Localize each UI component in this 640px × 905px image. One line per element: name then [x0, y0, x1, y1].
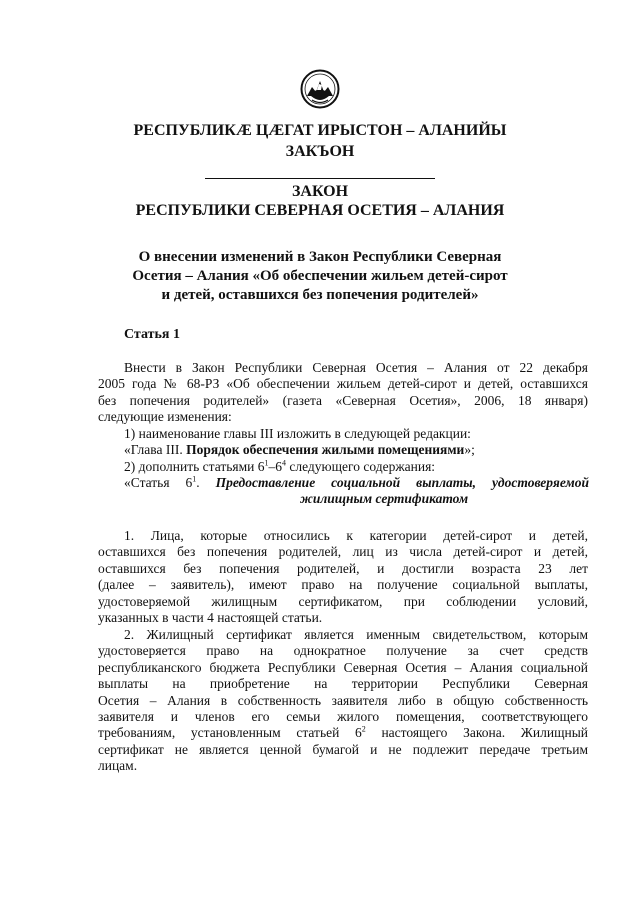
intro-line: следующие изменения:: [98, 409, 232, 425]
law-title-line-3: и детей, оставшихся без попечения родителей»: [161, 287, 479, 303]
paragraph-1: [98, 528, 588, 626]
intro-line: 2005 года № 68-РЗ «Об обеспечении жильем детей-сирот и детей, оставшихся: [98, 376, 588, 392]
article-6-1-heading: «Статья $6^1$. Предоставление социальной выплаты, удостоверяемой: [124, 474, 589, 491]
p2-line: лицам.: [98, 758, 138, 774]
p2-line: требованиям, установленным статьей $6^2$ настоящего Закона. Жилищный: [98, 724, 588, 741]
ossetian-law-word: ЗАКЪОН: [285, 143, 355, 160]
p2-line: Осетия – Алания в собственность заявителя либо в общую собственность: [98, 692, 588, 708]
coat-of-arms-icon: [300, 69, 340, 109]
p2-line: сертификат не является ценной бумагой и не подлежит передаче третьим: [98, 741, 588, 757]
republic-name: РЕСПУБЛИКИ СЕВЕРНАЯ ОСЕТИЯ – АЛАНИЯ: [135, 202, 505, 219]
p1-line: указанных в части 4 настоящей статьи.: [98, 610, 323, 626]
divider-line: [205, 178, 435, 179]
amendment-list: [124, 426, 589, 492]
p2-line: республиканского бюджета Республики Северная Осетия – Алания социальной: [98, 659, 588, 675]
law-word: ЗАКОН: [291, 183, 349, 200]
p2-line: заявителя и членов его семьи жилого помещения, соответствующего: [98, 709, 588, 725]
p1-line: (далее – заявитель), имеют право на получение социальной выплаты,: [98, 577, 588, 593]
p2-line: 2. Жилищный сертификат является именным свидетельством, которым: [124, 627, 588, 642]
paragraph-2: [98, 627, 588, 775]
p1-line: 1. Лица, которые относились к категории детей-сирот и детей,: [124, 528, 588, 543]
p2-line: выплаты на приобретение на территории Республики Северная: [98, 676, 588, 692]
item-2: 2) дополнить статьями $6^1-6^4$ следующего содержания:: [124, 458, 436, 474]
p1-line: оставшихся без попечения родителей, лиц из числа детей-сирот и детей,: [98, 544, 588, 560]
article-intro: [98, 360, 588, 426]
intro-line: без попечения родителей» (газета «Северная Осетия», 2006, 18 января): [98, 392, 588, 408]
p1-line: удостоверяемой жилищным сертификатом, при соблюдении условий,: [98, 593, 588, 609]
law-title-line-2: Осетия – Алания «Об обеспечении жильем детей-сирот: [132, 268, 508, 284]
item-1: 1) наименование главы III изложить в следующей редакции:: [124, 426, 471, 441]
law-title-line-1: О внесении изменений в Закон Республики Северная: [138, 249, 502, 265]
article-6-1-heading-cont: жилищным сертификатом: [300, 491, 469, 506]
p1-line: оставшихся без попечения родителей, и достигли возраста 23 лет: [98, 560, 588, 576]
ossetian-title: РЕСПУБЛИКӔ ЦӔГАТ ИРЫСТОН – АЛАНИЙЫ: [133, 122, 507, 139]
p2-line: удостоверяется право на однократное получение за счет средств: [98, 643, 588, 659]
chapter-3-heading: «Глава III. Порядок обеспечения жилыми помещениями»;: [124, 442, 475, 458]
article-heading: Статья 1: [124, 327, 180, 342]
intro-line: Внести в Закон Республики Северная Осетия – Алания от 22 декабря: [124, 360, 588, 375]
